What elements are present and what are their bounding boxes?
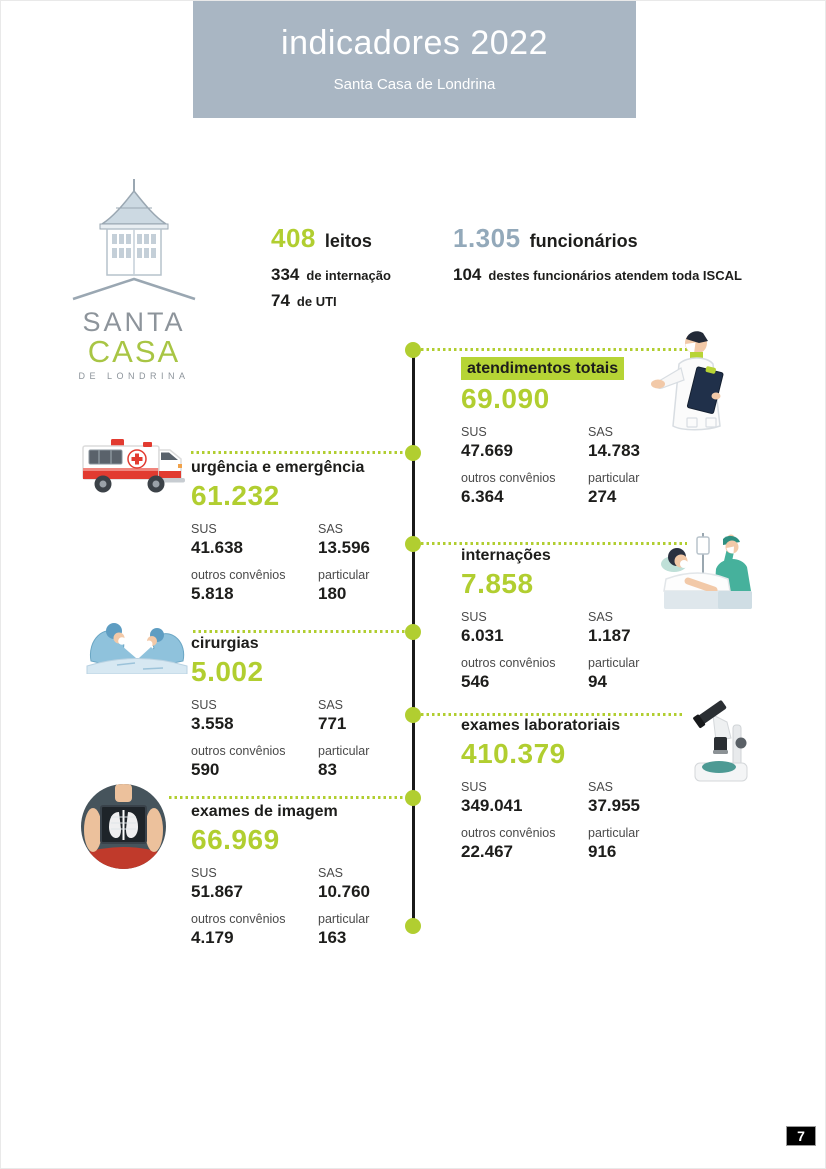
ambulance-icon (81, 433, 191, 500)
breakdown-label: SUS (461, 610, 487, 624)
breakdown-value: 1.187 (588, 626, 631, 645)
section-cirurgias (191, 635, 451, 780)
logo-text-santa: SANTA (82, 307, 186, 337)
breakdown-label: outros convênios (191, 568, 286, 582)
timeline-connector (193, 630, 407, 633)
breakdown-value: 37.955 (588, 796, 640, 815)
timeline-dot (405, 342, 421, 358)
hospital-tower-icon (71, 288, 197, 305)
breakdown-label: SUS (191, 866, 217, 880)
beds-uti-value: 74 (271, 291, 290, 310)
section-total: 66.969 (191, 824, 280, 855)
breakdown-label: outros convênios (191, 744, 286, 758)
breakdown-value: 163 (318, 928, 347, 947)
section-title: urgência e emergência (191, 459, 365, 476)
breakdown-value: 771 (318, 714, 347, 733)
logo-text-casa: CASA (87, 334, 181, 370)
microscope-icon (689, 699, 754, 792)
staff-iscal-value: 104 (453, 265, 482, 284)
section-total: 7.858 (461, 568, 534, 599)
section-title: atendimentos totais (461, 357, 624, 380)
breakdown-value: 41.638 (191, 538, 243, 557)
staff-total-label: funcionários (529, 231, 638, 251)
breakdown-value: 274 (588, 487, 617, 506)
breakdown-value: 10.760 (318, 882, 370, 901)
breakdown-label: SAS (318, 866, 344, 880)
breakdown-label: SAS (318, 522, 344, 536)
breakdown-label: outros convênios (191, 912, 286, 926)
breakdown-value: 22.467 (461, 842, 513, 861)
section-title: internações (461, 547, 551, 564)
breakdown-label: particular (318, 912, 370, 926)
breakdown-label: SUS (461, 780, 487, 794)
beds-total-label: leitos (324, 231, 372, 251)
page-number: 7 (786, 1126, 816, 1146)
breakdown-value: 94 (588, 672, 607, 691)
breakdown-value: 6.364 (461, 487, 504, 506)
page-subtitle: Santa Casa de Londrina (333, 76, 496, 93)
breakdown-label: SUS (191, 698, 217, 712)
breakdown-value: 51.867 (191, 882, 243, 901)
breakdown-label: SUS (461, 425, 487, 439)
section-urgencia-emergencia (191, 459, 451, 604)
xray-icon (81, 784, 166, 874)
breakdown-value: 590 (191, 760, 220, 779)
breakdown-label: SAS (588, 425, 614, 439)
page-title: indicadores 2022 (281, 24, 548, 62)
breakdown-value: 6.031 (461, 626, 504, 645)
breakdown-value: 47.669 (461, 441, 513, 460)
breakdown-label: outros convênios (461, 826, 556, 840)
breakdown-value: 180 (318, 584, 347, 603)
section-total: 5.002 (191, 656, 264, 687)
section-exames-laboratoriais (461, 717, 721, 862)
header-band (193, 1, 636, 118)
breakdown-label: particular (588, 656, 640, 670)
breakdown-value: 5.818 (191, 584, 234, 603)
timeline-connector (421, 713, 683, 716)
breakdown-value: 13.596 (318, 538, 370, 557)
doctor-illustration (649, 323, 749, 453)
breakdown-label: particular (588, 471, 640, 485)
section-total: 410.379 (461, 738, 566, 769)
breakdown-value: 14.783 (588, 441, 640, 460)
santa-casa-logo (69, 177, 199, 381)
breakdown-label: SAS (588, 780, 614, 794)
beds-internacao-value: 334 (271, 265, 300, 284)
breakdown-label: particular (588, 826, 640, 840)
breakdown-label: particular (318, 568, 370, 582)
beds-internacao-label: de internação (306, 268, 391, 283)
timeline-connector (421, 542, 687, 545)
breakdown-label: SAS (588, 610, 614, 624)
breakdown-label: outros convênios (461, 471, 556, 485)
section-total: 69.090 (461, 383, 550, 414)
section-title: exames laboratoriais (461, 717, 621, 734)
patient-bed-icon (656, 529, 756, 624)
section-title: exames de imagem (191, 803, 338, 820)
surgery-icon (83, 609, 191, 679)
breakdown-value: 3.558 (191, 714, 234, 733)
stat-beds (271, 223, 391, 311)
beds-total-value: 408 (271, 223, 316, 253)
breakdown-value: 83 (318, 760, 337, 779)
section-title: cirurgias (191, 635, 259, 652)
breakdown-label: outros convênios (461, 656, 556, 670)
breakdown-label: particular (318, 744, 370, 758)
breakdown-label: SUS (191, 522, 217, 536)
beds-uti-label: de UTI (296, 294, 337, 309)
breakdown-value: 349.041 (461, 796, 523, 815)
stat-staff (453, 223, 742, 285)
breakdown-label: SAS (318, 698, 344, 712)
breakdown-value: 546 (461, 672, 490, 691)
breakdown-value: 916 (588, 842, 617, 861)
logo-text-de-londrina: DE LONDRINA (78, 371, 190, 382)
staff-iscal-label: destes funcionários atendem toda ISCAL (488, 268, 742, 283)
timeline-connector (169, 796, 407, 799)
section-total: 61.232 (191, 480, 280, 511)
staff-total-value: 1.305 (453, 223, 521, 253)
timeline-connector (191, 451, 407, 454)
section-exames-de-imagem (191, 803, 451, 948)
breakdown-value: 4.179 (191, 928, 234, 947)
